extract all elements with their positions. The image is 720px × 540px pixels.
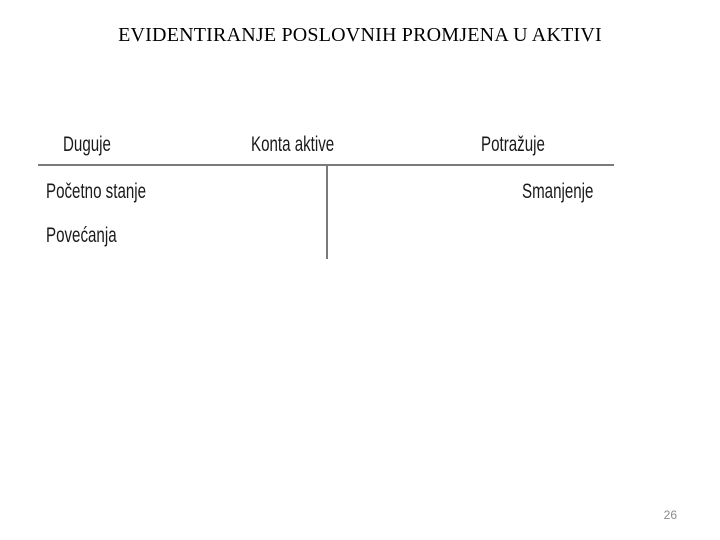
debit-row-increases: Povećanja [46,224,117,247]
slide-title: EVIDENTIRANJE POSLOVNIH PROMJENA U AKTIVI [118,24,602,46]
t-account-vertical-line [326,166,328,259]
debit-row-opening-balance: Početno stanje [46,180,147,203]
credit-row-decrease: Smanjenje [522,180,594,203]
account-header: Konta aktive [251,133,335,156]
slide-number: 26 [663,508,677,522]
debit-header: Duguje [63,133,111,156]
credit-header: Potražuje [481,133,545,156]
